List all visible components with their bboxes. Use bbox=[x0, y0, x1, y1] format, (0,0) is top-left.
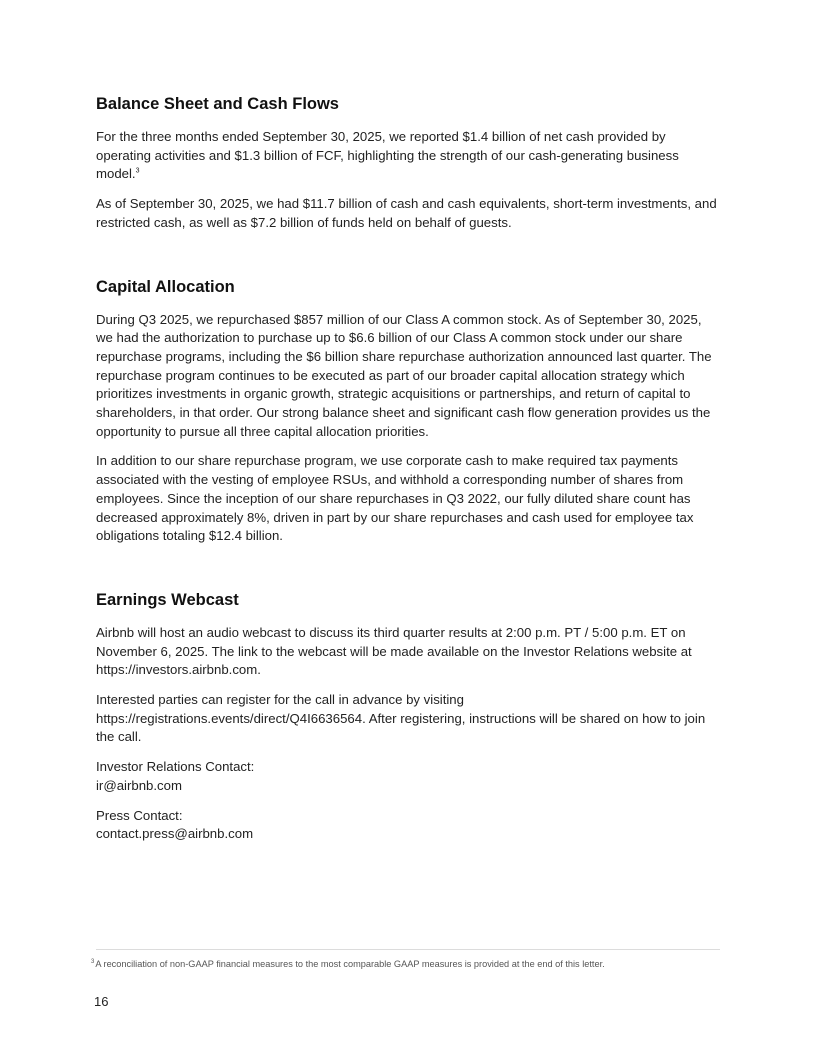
document-page bbox=[96, 93, 720, 868]
footnote-number: 3 bbox=[91, 958, 95, 965]
paragraph-text: For the three months ended September 30, 2025, we reported $1.4 billion of net cash provided by operating activities and $1.3 billion of FCF, highlighting the strength of our cash-generating business model. bbox=[96, 129, 679, 182]
footnote-divider bbox=[96, 949, 720, 950]
capital-allocation-section bbox=[96, 276, 720, 546]
contact-label: Press Contact: bbox=[96, 807, 183, 823]
paragraph bbox=[96, 128, 720, 184]
earnings-webcast-section bbox=[96, 589, 720, 844]
page-number: 16 bbox=[94, 994, 109, 1009]
footnote-reference: 3 bbox=[135, 168, 140, 176]
paragraph: As of September 30, 2025, we had $11.7 billion of cash and cash equivalents, short-term investments, and restricted cash, as well as $7.2 billion of funds held on behalf of guests. bbox=[96, 196, 717, 230]
contact-block bbox=[96, 758, 720, 844]
section-heading: Capital Allocation bbox=[96, 277, 235, 296]
contact-email[interactable]: ir@airbnb.com bbox=[96, 777, 182, 793]
paragraph: In addition to our share repurchase program, we use corporate cash to make required tax payments associated with the vesting of employee RSUs, and withhold a corresponding number of shares from employees. Since the inception of our share repurchases in Q3 2022, our fully diluted share count has decreased approximately 8%, driven in part by our share repurchases and cash used for employee tax obligations totaling $12.4 billion. bbox=[96, 453, 694, 544]
paragraph: During Q3 2025, we repurchased $857 million of our Class A common stock. As of September 30, 2025, we had the authorization to purchase up to $6.6 billion of our Class A common stock under our share repurchase programs, including the $6 billion share repurchase authorization announced last quarter. The repurchase program continues to be executed as part of our broader capital allocation strategy which prioritizes investments in organic growth, strategic acquisitions or partnerships, and return of capital to shareholders, in that order. Our strong balance sheet and significant cash flow generation provides us the opportunity to pursue all three capital allocation priorities. bbox=[96, 311, 712, 439]
paragraph: Interested parties can register for the call in advance by visiting https://registrations.events/direct/Q4I6636564. After registering, instructions will be shared on how to join the call. bbox=[96, 692, 706, 745]
balance-sheet-section bbox=[96, 93, 720, 233]
contact-email[interactable]: contact.press@airbnb.com bbox=[96, 826, 254, 842]
investor-relations-contact bbox=[96, 758, 720, 795]
section-heading: Earnings Webcast bbox=[96, 590, 239, 609]
press-contact bbox=[96, 807, 720, 844]
footnote bbox=[91, 958, 731, 970]
contact-label: Investor Relations Contact: bbox=[96, 759, 255, 775]
paragraph: Airbnb will host an audio webcast to discuss its third quarter results at 2:00 p.m. PT / 5:00 p.m. ET on November 6, 2025. The link to the webcast will be made available on the Investor Relations website at https://investors.airbnb.com. bbox=[96, 624, 692, 678]
section-heading: Balance Sheet and Cash Flows bbox=[96, 95, 339, 113]
footnote-text: A reconciliation of non-GAAP financial measures to the most comparable GAAP measures is provided at the end of this letter. bbox=[95, 959, 605, 969]
